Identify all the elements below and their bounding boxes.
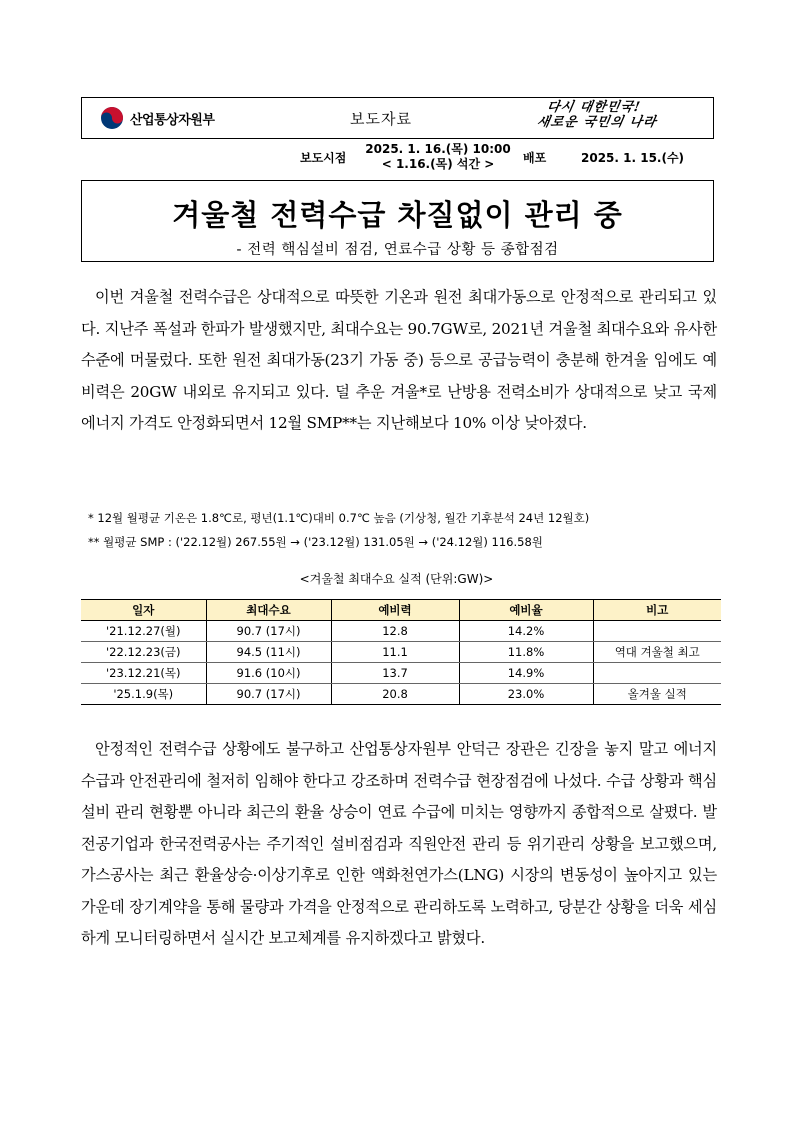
slogan-line1: 다시 대한민국! (545, 100, 642, 115)
cell-remarks (593, 621, 721, 642)
table-row (81, 642, 721, 663)
paragraph-1 (81, 282, 717, 440)
page-title: 겨울철 전력수급 차질없이 관리 중 (172, 198, 623, 232)
distribution-label: 배포 (523, 151, 547, 165)
paragraph-2-text: 안정적인 전력수급 상황에도 불구하고 산업통상자원부 안덕근 장관은 긴장을 놓지 말고 에너지 수급과 안전관리에 철저히 임해야 한다고 강조하며 전력수급 현장점검에 나섰다. 수급 상황과 핵심설비 관리 현황뿐 아니라 최근의 환율 상승이 연료 수급에 미치는 영향까지 종합적으로 살폈다. 발전공기업과 한국전력공사는 주기적인 설비점검과 직원안전 관리 등 위기관리 상황을 보고했으며, 가스공사는 최근 환율상승·이상기후로 인한 액화천연가스(LNG) 시장의 변동성이 높아지고 있는 가운데 장기계약을 통해 물량과 가격을 안정적으로 관리하도록 노력하고, 당분간 상황을 더욱 세심하게 모니터링하면서 실시간 보고체계를 유지하겠다고 밝혔다. (81, 740, 717, 947)
release-time (364, 142, 512, 172)
footnote-2: ** 월평균 SMP : ('22.12월) 267.55원 → ('23.12월) 131.05원 → ('24.12월) 116.58원 (88, 535, 543, 549)
cell-reserve-rate: 23.0% (459, 684, 593, 705)
cell-reserve-rate: 14.2% (459, 621, 593, 642)
slogan (533, 100, 683, 136)
release-time-note: < 1.16.(목) 석간 > (381, 157, 495, 171)
table-caption: <겨울철 최대수요 실적 (단위:GW)> (299, 572, 494, 586)
header-date: 일자 (81, 600, 206, 621)
cell-remarks: 역대 겨울철 최고 (593, 642, 721, 663)
header-reserve: 예비력 (331, 600, 459, 621)
table-row (81, 621, 721, 642)
title-box (81, 180, 714, 262)
table-row (81, 684, 721, 705)
cell-remarks (593, 663, 721, 684)
cell-reserve: 20.8 (331, 684, 459, 705)
header-peak-demand: 최대수요 (206, 600, 331, 621)
header-remarks: 비고 (593, 600, 721, 621)
cell-remarks: 올겨울 실적 (593, 684, 721, 705)
header-box (81, 97, 714, 139)
distribution-date: 2025. 1. 15.(수) (581, 151, 685, 165)
cell-reserve-rate: 14.9% (459, 663, 593, 684)
cell-reserve: 12.8 (331, 621, 459, 642)
table-row (81, 663, 721, 684)
release-time-label: 보도시점 (300, 151, 347, 165)
cell-date: '22.12.23(금) (81, 642, 206, 663)
header-reserve-rate: 예비율 (459, 600, 593, 621)
peak-demand-table (81, 599, 721, 705)
cell-date: '23.12.21(목) (81, 663, 206, 684)
cell-peak-demand: 94.5 (11시) (206, 642, 331, 663)
cell-reserve: 11.1 (331, 642, 459, 663)
slogan-line2: 새로운 국민의 나라 (535, 115, 658, 130)
cell-peak-demand: 90.7 (17시) (206, 621, 331, 642)
page-subtitle: - 전력 핵심설비 점검, 연료수급 상황 등 종합점검 (236, 242, 559, 258)
cell-peak-demand: 91.6 (10시) (206, 663, 331, 684)
release-time-value: 2025. 1. 16.(목) 10:00 (365, 142, 511, 156)
cell-date: '25.1.9(목) (81, 684, 206, 705)
ministry-name: 산업통상자원부 (130, 112, 215, 128)
cell-peak-demand: 90.7 (17시) (206, 684, 331, 705)
footnote-1: * 12월 월평균 기온은 1.8℃로, 평년(1.1℃)대비 0.7℃ 높음 (기상청, 월간 기후분석 24년 12월호) (88, 511, 590, 525)
cell-reserve: 13.7 (331, 663, 459, 684)
paragraph-2 (81, 734, 717, 955)
cell-reserve-rate: 11.8% (459, 642, 593, 663)
table-header-row (81, 600, 721, 621)
taegeuk-icon (100, 106, 124, 130)
release-info (0, 142, 793, 176)
cell-date: '21.12.27(월) (81, 621, 206, 642)
ministry-logo (100, 106, 214, 130)
paragraph-1-text: 이번 겨울철 전력수급은 상대적으로 따뜻한 기온과 원전 최대가동으로 안정적으로 관리되고 있다. 지난주 폭설과 한파가 발생했지만, 최대수요는 90.7GW로, 2021년 겨울철 최대수요와 유사한 수준에 머물렀다. 또한 원전 최대가동(23기 가동 중) 등으로 공급능력이 충분해 한겨울 임에도 예비력은 20GW 내외로 유지되고 있다. 덜 추운 겨울*로 난방용 전력소비가 상대적으로 낮고 국제 에너지 가격도 안정화되면서 12월 SMP**는 지난해보다 10% 이상 낮아졌다. (81, 288, 717, 432)
doc-type-label: 보도자료 (350, 110, 412, 128)
